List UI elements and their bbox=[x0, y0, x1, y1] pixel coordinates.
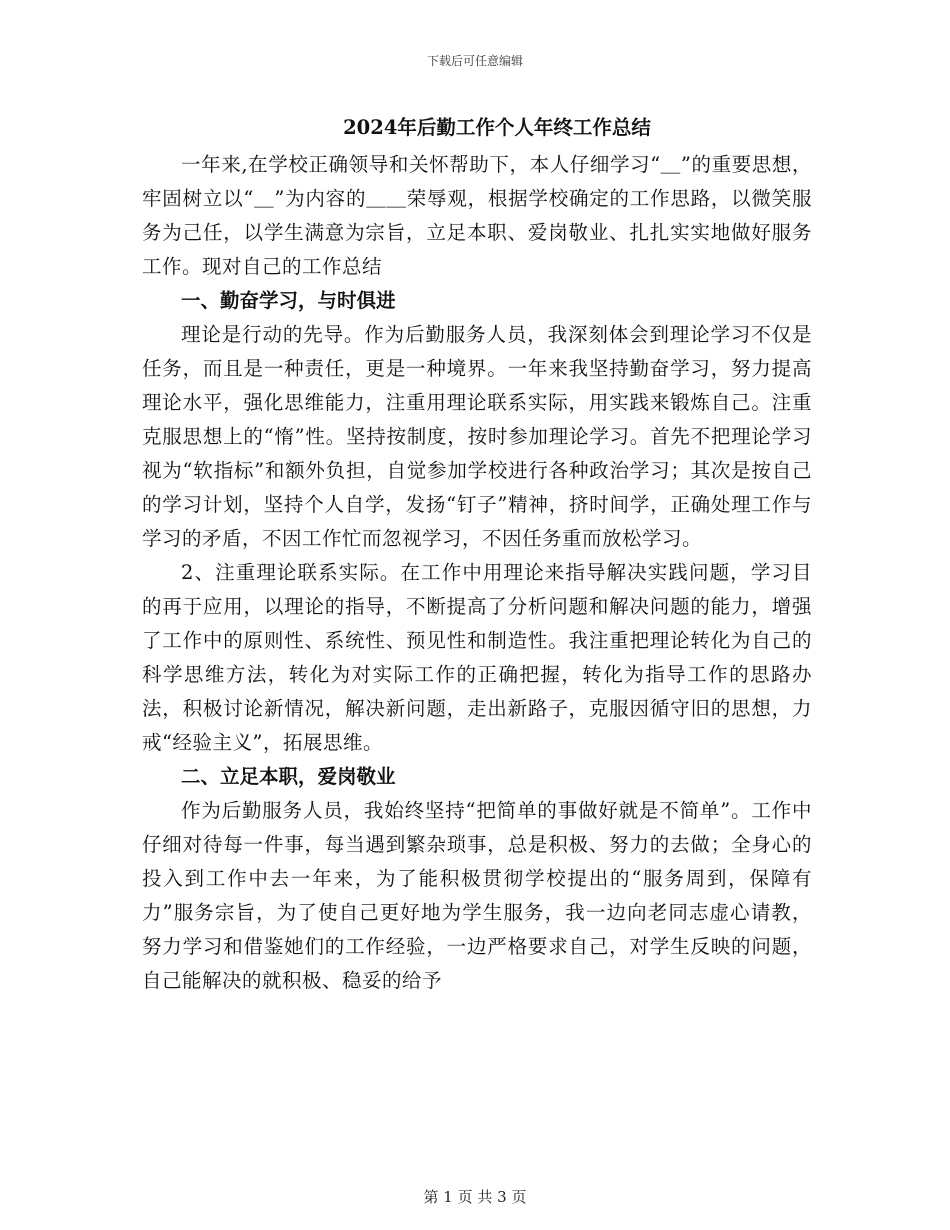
section1-paragraph-2: 2、注重理论联系实际。在工作中用理论来指导解决实践问题，学习目的再于应用，以理论的指导，不断提高了分析问题和解决问题的能力，增强了工作中的原则性、系统性、预见性和制造性。我注重把理论转化为自己的科学思维方法，转化为对实际工作的正确把握，转化为指导工作的思路办法，积极讨论新情况，解决新问题，走出新路子，克服因循守旧的思想，力戒“经验主义”，拓展思维。 bbox=[142, 561, 812, 754]
page-header: 下载后可任意编辑 bbox=[426, 54, 523, 68]
section1-paragraph-1: 理论是行动的先导。作为后勤服务人员，我深刻体会到理论学习不仅是任务，而且是一种责任，更是一种境界。一年来我坚持勤奋学习，努力提高理论水平，强化思维能力，注重用理论联系实际，用实践来锻炼自己。注重克服思想上的“惰”性。坚持按制度，按时参加理论学习。首先不把理论学习视为“软指标”和额外负担，自觉参加学校进行各种政治学习；其次是按自己的学习计划，坚持个人自学，发扬“钉子”精神，挤时间学，正确处理工作与学习的矛盾，不因工作忙而忽视学习，不因任务重而放松学习。 bbox=[142, 323, 812, 550]
section-heading-2: 二、立足本职，爱岗敬业 bbox=[181, 765, 396, 788]
intro-paragraph: 一年来,在学校正确领导和关怀帮助下，本人仔细学习“＿”的重要思想，牢固树立以“＿”为内容的＿＿荣辱观，根据学校确定的工作思路，以微笑服务为己任，以学生满意为宗旨，立足本职、爱岗敬业、扎扎实实地做好服务工作。现对自己的工作总结 bbox=[142, 153, 812, 278]
document-title: 2024年后勤工作个人年终工作总结 bbox=[343, 116, 651, 139]
page-footer: 第 1 页 共 3 页 bbox=[423, 1188, 527, 1206]
document-body bbox=[142, 108, 812, 998]
section2-paragraph-1: 作为后勤服务人员，我始终坚持“把简单的事做好就是不简单”。工作中仔细对待每一件事，每当遇到繁杂琐事，总是积极、努力的去做；全身心的投入到工作中去一年来，为了能积极贯彻学校提出的“服务周到，保障有力”服务宗旨，为了使自己更好地为学生服务，我一边向老同志虚心请教，努力学习和借鉴她们的工作经验，一边严格要求自己，对学生反映的问题，自己能解决的就积极、稳妥的给予 bbox=[142, 799, 812, 992]
section-heading-1: 一、勤奋学习，与时俱进 bbox=[181, 289, 396, 312]
